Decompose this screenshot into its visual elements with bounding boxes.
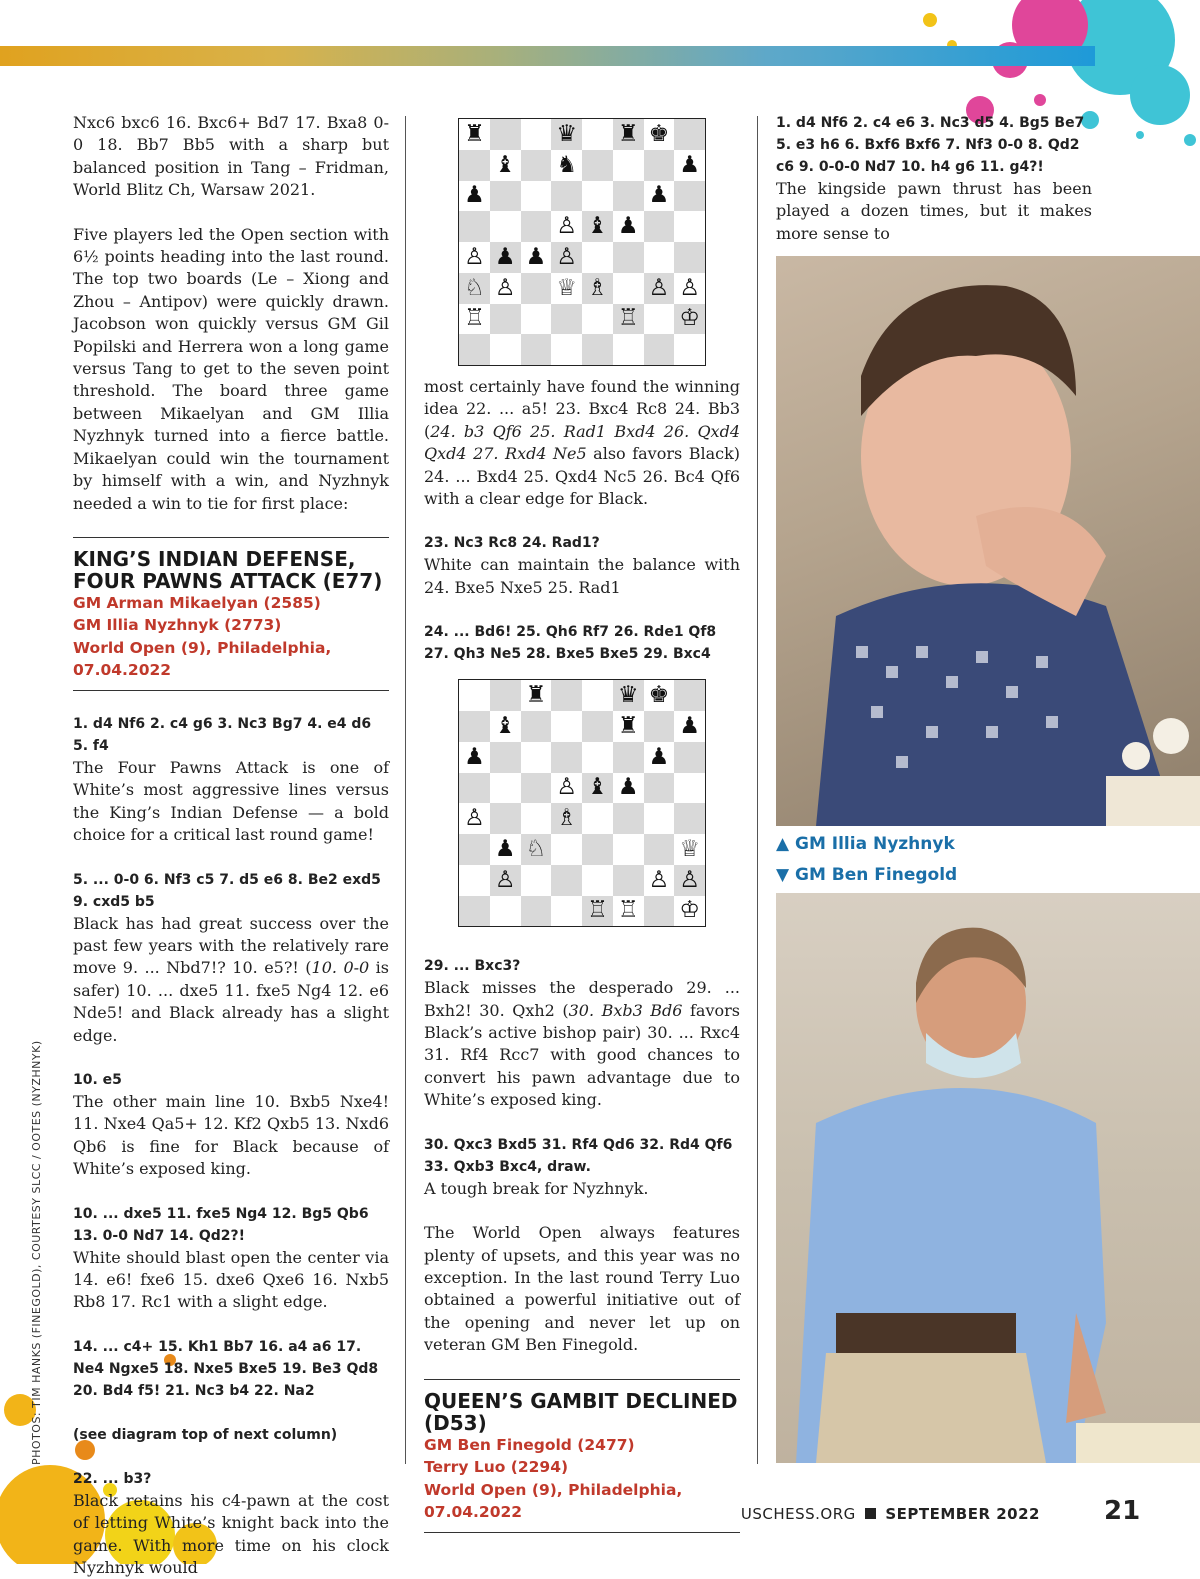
- chess-piece: ♙: [490, 865, 521, 896]
- move-line: 14. ... c4+ 15. Kh1 Bb7 16. a4 a6 17. Ne4 Ngxe5 18. Nxe5 Bxe5 19. Be3 Qd8 20. Bd4 f5! 21. Nc3 b4 22. Na2: [73, 1338, 379, 1399]
- board-square: [582, 242, 613, 273]
- game-title: KING’S INDIAN DEFENSE, FOUR PAWNS ATTACK (E77): [73, 546, 383, 593]
- annotation: White can maintain the balance with 24. Bxe5 Nxe5 25. Rad1: [424, 555, 740, 597]
- chess-piece: ♖: [613, 896, 644, 927]
- chess-diagram-1: [458, 118, 706, 366]
- black-player: GM Illia Nyzhnyk (2773): [73, 616, 282, 635]
- board-square: [674, 334, 705, 365]
- paragraph: Nxc6 bxc6 16. Bxc6+ Bd7 17. Bxa8 0-0 18. Bb7 Bb5 with a sharp but balanced position in Tang – Fridman, World Blitz Ch, Warsaw 2021.: [73, 113, 389, 200]
- board-square: [644, 834, 675, 865]
- chess-piece: ♙: [644, 865, 675, 896]
- board-square: [551, 742, 582, 773]
- chess-piece: ♗: [582, 273, 613, 304]
- board-square: [521, 211, 552, 242]
- board-square: [459, 834, 490, 865]
- chess-piece: ♜: [613, 119, 644, 150]
- board-square: [551, 304, 582, 335]
- board-square: [521, 742, 552, 773]
- chess-piece: ♕: [674, 834, 705, 865]
- annotation: Black retains his c4-pawn at the cost of letting White’s knight back into the game. With more time on his clock Nyzhnyk would: [73, 1490, 389, 1578]
- board-square: [521, 150, 552, 181]
- board-square: [674, 181, 705, 212]
- board-square: [644, 896, 675, 927]
- board-square: [521, 896, 552, 927]
- chess-piece: ♟: [644, 181, 675, 212]
- board-square: [459, 334, 490, 365]
- board-square: [551, 181, 582, 212]
- board-square: [613, 150, 644, 181]
- square-separator-icon: [865, 1508, 876, 1519]
- board-square: [613, 273, 644, 304]
- annotation: The Four Pawns Attack is one of White’s most aggressive lines versus the King’s Indian Defense — a bold choice for a critical last round game!: [73, 757, 389, 845]
- board-square: [613, 742, 644, 773]
- chess-piece: ♙: [459, 242, 490, 273]
- column-2: [424, 112, 740, 1555]
- board-square: [551, 865, 582, 896]
- paragraph: Five players led the Open section with 6½ points heading into the last round. The top two boards (Le – Xiong and Zhou – Antipov) were quickly drawn. Jacobson won quickly versus GM Gil Popilski and Herrera won a long game versus Tang to get to the seven point threshold. The board three game between Mikaelyan and GM Illia Nyzhnyk turned into a fierce battle. Mikaelyan could win the tournament by himself with a win, and Nyzhnyk needed a win to tie for first place:: [73, 224, 389, 513]
- move-line: (see diagram top of next column): [73, 1426, 338, 1443]
- chess-piece: ♜: [521, 680, 552, 711]
- board-square: [490, 211, 521, 242]
- paragraph: The World Open always features plenty of upsets, and this year was no exception. In the last round Terry Luo obtained a powerful initiative out of the opening and never let up on veteran GM Ben Finegold.: [424, 1223, 740, 1355]
- board-square: [644, 803, 675, 834]
- board-square: [459, 211, 490, 242]
- chess-piece: ♟: [490, 242, 521, 273]
- top-color-bar: [0, 46, 1095, 66]
- annotation: A tough break for Nyzhnyk.: [424, 1178, 649, 1198]
- board-square: [644, 211, 675, 242]
- chess-piece: ♚: [644, 119, 675, 150]
- board-square: [521, 273, 552, 304]
- board-square: [459, 680, 490, 711]
- board-square: [582, 803, 613, 834]
- move-line: 5. ... 0-0 6. Nf3 c5 7. d5 e6 8. Be2 exd5 9. cxd5 b5: [73, 871, 381, 910]
- chess-piece: ♙: [674, 865, 705, 896]
- chess-piece: ♞: [551, 150, 582, 181]
- board-square: [674, 742, 705, 773]
- board-square: [490, 119, 521, 150]
- column-1: [73, 112, 389, 1579]
- chess-piece: ♕: [551, 273, 582, 304]
- move-line: 1. d4 Nf6 2. c4 g6 3. Nc3 Bg7 4. e4 d6 5. f4: [73, 715, 372, 754]
- photo-finegold: [776, 893, 1200, 1463]
- issue-date: SEPTEMBER 2022: [885, 1505, 1040, 1523]
- move-line: 10. ... dxe5 11. fxe5 Ng4 12. Bg5 Qb6 13. 0-0 Nd7 14. Qd2?!: [73, 1205, 369, 1244]
- move-line: 30. Qxc3 Bxd5 31. Rf4 Qd6 32. Rd4 Qf6 33. Qxb3 Bxc4, draw.: [424, 1136, 733, 1175]
- board-square: [551, 334, 582, 365]
- column-3: [776, 112, 1092, 245]
- board-square: [521, 711, 552, 742]
- game-title: QUEEN’S GAMBIT DECLINED (D53): [424, 1388, 738, 1435]
- chess-piece: ♟: [644, 742, 675, 773]
- chess-piece: ♟: [613, 211, 644, 242]
- board-square: [644, 304, 675, 335]
- board-square: [490, 803, 521, 834]
- chess-piece: ♚: [644, 680, 675, 711]
- move-line: 23. Nc3 Rc8 24. Rad1?: [424, 535, 600, 552]
- annotation: Black has had great success over the past few years with the relatively rare move 9. ... Nbd7!? 10. e5?! (10. 0-0 is safer) 10. ... dxe5 11. fxe5 Ng4 12. e6 Nde5! and Black already has a slight edge.: [73, 913, 389, 1045]
- board-square: [490, 896, 521, 927]
- board-square: [490, 181, 521, 212]
- board-square: [674, 680, 705, 711]
- board-square: [613, 334, 644, 365]
- chess-piece: ♖: [582, 896, 613, 927]
- board-square: [582, 304, 613, 335]
- chess-piece: ♟: [674, 711, 705, 742]
- board-square: [613, 242, 644, 273]
- date: 07.04.2022: [424, 1503, 523, 1522]
- annotation: The other main line 10. Bxb5 Nxe4! 11. Nxe4 Qa5+ 12. Kf2 Qxb5 13. Nxd6 Qb6 is fine for Black because of White’s exposed king.: [73, 1091, 389, 1179]
- board-square: [551, 680, 582, 711]
- annotation: Black misses the desperado 29. ... Bxh2! 30. Qxh2 (30. Bxb3 Bd6 favors Black’s active bishop pair) 30. ... Rxc4 31. Rf4 Rcc7 with good chances to convert his pawn advantage due to White’s exposed king.: [424, 978, 741, 1110]
- board-square: [521, 119, 552, 150]
- board-square: [521, 865, 552, 896]
- board-square: [490, 304, 521, 335]
- chess-piece: ♛: [613, 680, 644, 711]
- board-square: [644, 773, 675, 804]
- board-square: [644, 334, 675, 365]
- annotation: White should blast open the center via 14. e6! fxe6 15. dxe6 Qxe6 16. Nxb5 Rb8 17. Rc1 with a slight edge.: [73, 1247, 389, 1312]
- board-square: [459, 773, 490, 804]
- annotation: The kingside pawn thrust has been played a dozen times, but it makes more sense to: [776, 179, 1092, 243]
- chess-piece: ♟: [459, 742, 490, 773]
- chess-piece: ♝: [582, 773, 613, 804]
- chess-piece: ♜: [613, 711, 644, 742]
- board-square: [490, 680, 521, 711]
- board-square: [674, 242, 705, 273]
- chess-diagram-2: [458, 679, 706, 927]
- chess-piece: ♙: [644, 273, 675, 304]
- board-square: [582, 334, 613, 365]
- move-line: 1. d4 Nf6 2. c4 e6 3. Nc3 d5 4. Bg5 Be7 5. e3 h6 6. Bxf6 Bxf6 7. Nf3 0-0 8. Qd2 c6 9. 0-0-0 Nd7 10. h4 g6 11. g4?!: [776, 115, 1085, 175]
- page-number: 21: [1104, 1496, 1141, 1526]
- board-square: [582, 119, 613, 150]
- board-square: [613, 834, 644, 865]
- move-line: 29. ... Bxc3?: [424, 958, 521, 975]
- board-square: [582, 742, 613, 773]
- chess-piece: ♙: [674, 273, 705, 304]
- board-square: [582, 680, 613, 711]
- board-square: [490, 742, 521, 773]
- board-square: [613, 865, 644, 896]
- board-square: [582, 150, 613, 181]
- board-square: [521, 304, 552, 335]
- board-square: [582, 711, 613, 742]
- board-square: [551, 834, 582, 865]
- white-player: GM Ben Finegold (2477): [424, 1435, 635, 1454]
- board-square: [644, 242, 675, 273]
- chess-piece: ♜: [459, 119, 490, 150]
- board-square: [674, 803, 705, 834]
- board-square: [613, 181, 644, 212]
- chess-piece: ♛: [551, 119, 582, 150]
- footer-line: [741, 1505, 1040, 1523]
- chess-piece: ♗: [551, 803, 582, 834]
- board-square: [582, 181, 613, 212]
- board-square: [459, 711, 490, 742]
- column-divider-2: [757, 116, 758, 1464]
- black-player: Terry Luo (2294): [424, 1458, 569, 1477]
- move-line: 22. ... b3?: [73, 1470, 152, 1487]
- chess-piece: ♙: [551, 211, 582, 242]
- chess-piece: ♙: [551, 773, 582, 804]
- chess-piece: ♙: [459, 803, 490, 834]
- chess-piece: ♘: [521, 834, 552, 865]
- board-square: [582, 865, 613, 896]
- chess-piece: ♟: [613, 773, 644, 804]
- board-square: [459, 150, 490, 181]
- chess-piece: ♟: [459, 181, 490, 212]
- photo-nyzhnyk: [776, 256, 1200, 826]
- chess-piece: ♔: [674, 304, 705, 335]
- event: World Open (9), Philadelphia,: [73, 638, 332, 657]
- photo-credit: PHOTOS: TIM HANKS (FINEGOLD), COURTESY SLCC / OOTES (NYZHNYK): [30, 1040, 43, 1465]
- photo-caption-top: ▲ GM Illia Nyzhnyk: [776, 834, 955, 854]
- chess-piece: ♘: [459, 273, 490, 304]
- game-header: [73, 537, 389, 691]
- board-square: [582, 834, 613, 865]
- chess-piece: ♝: [490, 150, 521, 181]
- board-square: [490, 334, 521, 365]
- game-header: [424, 1379, 740, 1533]
- white-player: GM Arman Mikaelyan (2585): [73, 593, 321, 612]
- chess-piece: ♟: [521, 242, 552, 273]
- board-square: [490, 773, 521, 804]
- annotation: most certainly have found the winning idea 22. ... a5! 23. Bxc4 Rc8 24. Bb3 (24. b3 Qf6 25. Rad1 Bxd4 26. Qxd4 Qxd4 27. Rxd4 Ne5 also favors Black) 24. ... Bxd4 25. Qxd4 Nc5 26. Bc4 Qf6 with a clear edge for Black.: [424, 377, 740, 509]
- chess-piece: ♙: [490, 273, 521, 304]
- move-line: 10. e5: [73, 1071, 122, 1088]
- board-square: [459, 896, 490, 927]
- chess-piece: ♟: [674, 150, 705, 181]
- move-line: 24. ... Bd6! 25. Qh6 Rf7 26. Rde1 Qf8 27. Qh3 Ne5 28. Bxe5 Bxe5 29. Bxc4: [424, 624, 717, 663]
- chess-piece: ♙: [551, 242, 582, 273]
- board-square: [521, 334, 552, 365]
- board-square: [551, 711, 582, 742]
- board-square: [674, 119, 705, 150]
- board-square: [521, 773, 552, 804]
- chess-piece: ♖: [613, 304, 644, 335]
- board-square: [613, 803, 644, 834]
- chess-piece: ♝: [490, 711, 521, 742]
- chess-piece: ♔: [674, 896, 705, 927]
- date: 07.04.2022: [73, 661, 172, 680]
- board-square: [674, 773, 705, 804]
- chess-piece: ♟: [490, 834, 521, 865]
- board-square: [521, 803, 552, 834]
- board-square: [459, 865, 490, 896]
- site-name: USCHESS.ORG: [740, 1505, 856, 1523]
- board-square: [551, 896, 582, 927]
- board-square: [644, 150, 675, 181]
- board-square: [674, 211, 705, 242]
- photo-caption-bottom: ▼ GM Ben Finegold: [776, 865, 958, 885]
- column-divider-1: [405, 116, 406, 1464]
- chess-piece: ♖: [459, 304, 490, 335]
- board-square: [521, 181, 552, 212]
- board-square: [644, 711, 675, 742]
- event: World Open (9), Philadelphia,: [424, 1480, 683, 1499]
- chess-piece: ♝: [582, 211, 613, 242]
